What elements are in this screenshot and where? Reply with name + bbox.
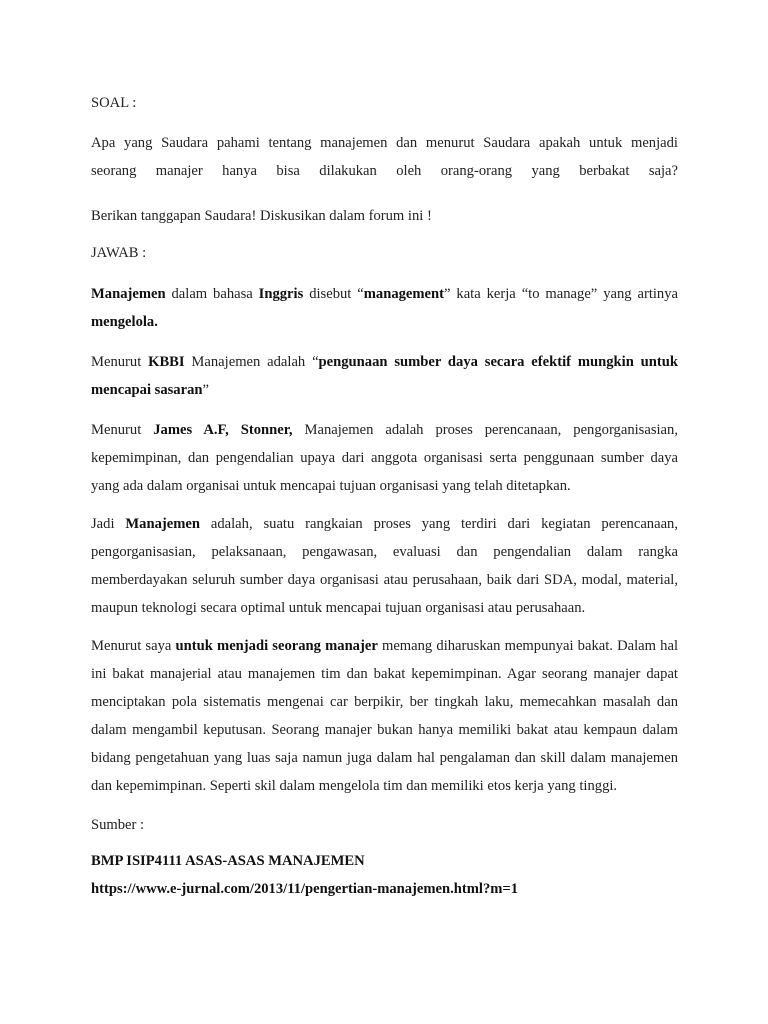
term-manajemen: Manajemen	[91, 286, 166, 302]
term-mengelola: mengelola.	[91, 314, 158, 330]
question-line-2: seorang manajer hanya bisa dilakukan oleh orang-orang yang berbakat saja?	[91, 163, 678, 179]
term-manajer: untuk menjadi seorang manajer	[175, 638, 378, 654]
paragraph-opinion: Menurut saya untuk menjadi seorang manajer memang diharuskan mempunyai bakat. Dalam hal ini bakat manajerial atau manajemen tim dan bakat kepemimpinan. Agar seorang manajer dapat menciptakan pola sistematis mengenai car berpikir, ber tingkah laku, memecahkan masalah dan dalam mengambil keputusan. Seorang manajer bukan hanya memiliki bakat atau kempaun dalam bidang pengetahuan yang luas saja namun juga dalam hal pengalaman dan skill dalam manajemen dan kepemimpinan. Seperti skil dalam mengelola tim dan memiliki etos kerja yang tinggi.	[91, 638, 678, 794]
term-management: management	[363, 286, 445, 302]
kbbi-definition: pengunaan sumber daya secara efektif mungkin untuk mencapai sasaran	[91, 354, 678, 398]
source-2-link[interactable]: https://www.e-jurnal.com/2013/11/pengertian-manajemen.html?m=1	[91, 881, 519, 897]
jawab-label: JAWAB :	[91, 245, 147, 261]
paragraph-definition: Manajemen dalam bahasa Inggris disebut “management” kata kerja “to manage” yang artinya mengelola.	[91, 286, 678, 330]
sumber-label: Sumber :	[91, 817, 145, 833]
question-line-1: Apa yang Saudara pahami tentang manajemen dan menurut Saudara apakah untuk menjadi	[91, 135, 678, 151]
term-inggris: Inggris	[258, 286, 304, 302]
instruction: Berikan tanggapan Saudara! Diskusikan dalam forum ini !	[91, 208, 432, 224]
paragraph-conclusion: Jadi Manajemen adalah, suatu rangkaian proses yang terdiri dari kegiatan perencanaan, pengorganisasian, pelaksanaan, pengawasan, evaluasi dan pengendalian dalam rangka memberdayakan seluruh sumber daya organisasi atau perusahaan, baik dari SDA, modal, material, maupun teknologi secara optimal untuk mencapai tujuan organisasi atau perusahaan.	[91, 516, 678, 616]
author-stonner: James A.F, Stonner,	[153, 422, 293, 438]
term-kbbi: KBBI	[148, 354, 185, 370]
source-1: BMP ISIP4111 ASAS-ASAS MANAJEMEN	[91, 853, 365, 869]
soal-label: SOAL :	[91, 95, 137, 111]
question	[91, 129, 678, 185]
paragraph-kbbi: Menurut KBBI Manajemen adalah “pengunaan sumber daya secara efektif mungkin untuk mencapai sasaran”	[91, 354, 678, 398]
document-page	[91, 93, 678, 903]
term-manajemen-2: Manajemen	[125, 516, 200, 532]
paragraph-stonner: Menurut James A.F, Stonner, Manajemen adalah proses perencanaan, pengorganisasian, kepemimpinan, dan pengendalian upaya dari anggota organisasi serta penggunaan sumber daya yang ada dalam organisai untuk mencapai tujuan organisasi yang telah ditetapkan.	[91, 422, 678, 494]
